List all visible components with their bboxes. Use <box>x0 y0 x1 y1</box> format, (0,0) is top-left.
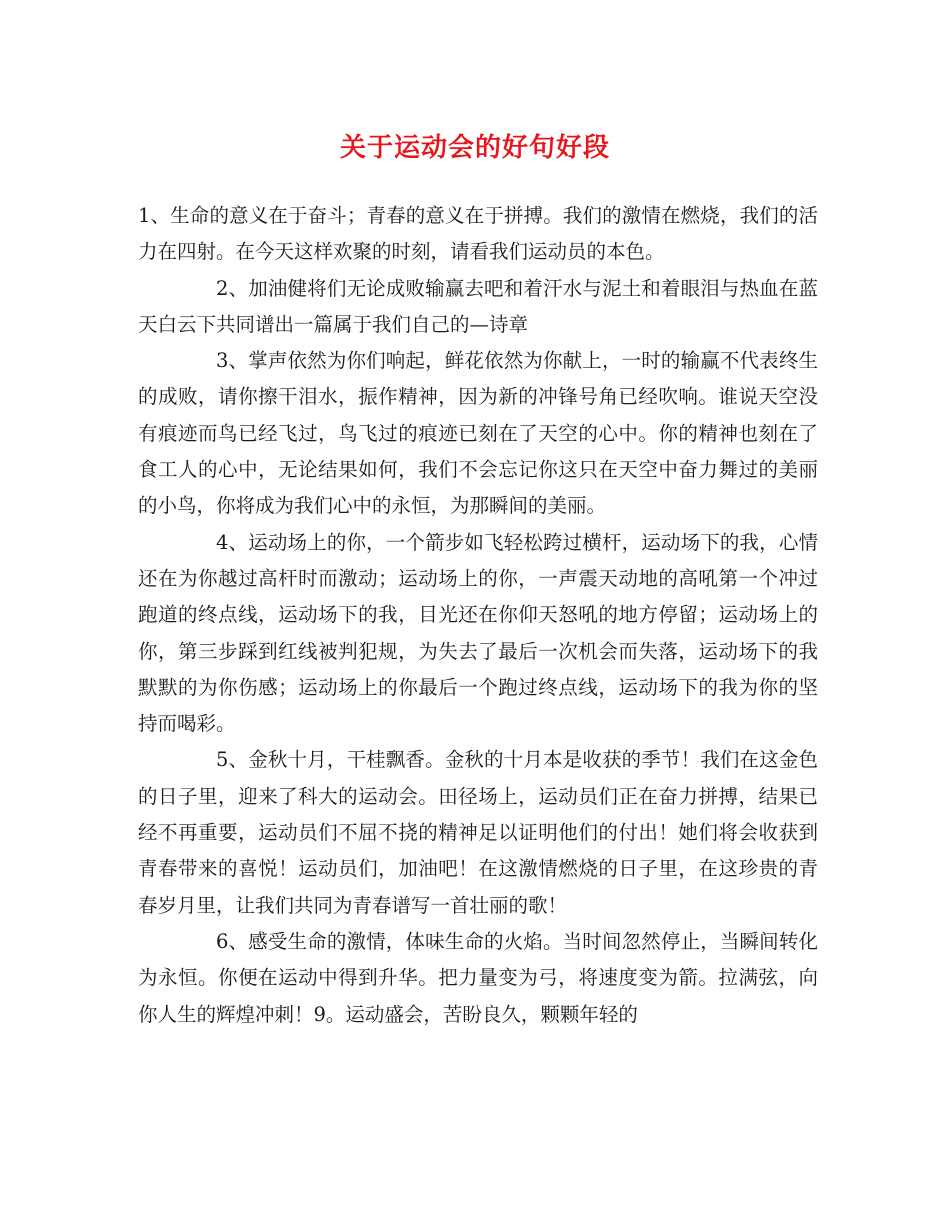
paragraph-4: 4、运动场上的你，一个箭步如飞轻松跨过横杆，运动场下的我，心情还在为你越过高杆时而激动；运动场上的你，一声震天动地的高吼第一个冲过跑道的终点线，运动场下的我，目光还在你仰天怒吼的地方停留；运动场上的你，第三步踩到红线被判犯规，为失去了最后一次机会而失落，运动场下的我默默的为你伤感；运动场上的你最后一个跑过终点线，运动场下的我为你的坚持而喝彩。 <box>138 530 818 736</box>
paragraph-2: 2、加油健将们无论成败输赢去吧和着汗水与泥土和着眼泪与热血在蓝天白云下共同谱出一篇属于我们自己的—诗章 <box>138 276 818 336</box>
paragraph-3: 3、掌声依然为你们响起，鲜花依然为你献上，一时的输赢不代表终生的成败，请你擦干泪水，振作精神，因为新的冲锋号角已经吹响。谁说天空没有痕迹而鸟已经飞过，鸟飞过的痕迹已刻在了天空的心中。你的精神也刻在了食工人的心中，无论结果如何，我们不会忘记你这只在天空中奋力舞过的美丽的小鸟，你将成为我们心中的永恒，为那瞬间的美丽。 <box>138 349 818 518</box>
paragraph-5: 5、金秋十月，干桂飘香。金秋的十月本是收获的季节！我们在这金色的日子里，迎来了科大的运动会。田径场上，运动员们正在奋力拼搏，结果已经不再重要，运动员们不屈不挠的精神足以证明他们的付出！她们将会收获到青春带来的喜悦！运动员们，加油吧！在这激情燃烧的日子里，在这珍贵的青春岁月里，让我们共同为青春谱写一首壮丽的歌！ <box>138 748 818 917</box>
document-body <box>138 198 818 1033</box>
document-title: 关于运动会的好句好段 <box>339 133 610 163</box>
paragraph-1: 1、生命的意义在于奋斗；青春的意义在于拼搏。我们的激情在燃烧，我们的活力在四射。在今天这样欢聚的时刻，请看我们运动员的本色。 <box>138 204 818 264</box>
paragraph-6: 6、感受生命的激情，体味生命的火焰。当时间忽然停止，当瞬间转化为永恒。你便在运动中得到升华。把力量变为弓，将速度变为箭。拉满弦，向你人生的辉煌冲刺！9。运动盛会，苦盼良久，颗颗年轻的 <box>138 929 818 1026</box>
